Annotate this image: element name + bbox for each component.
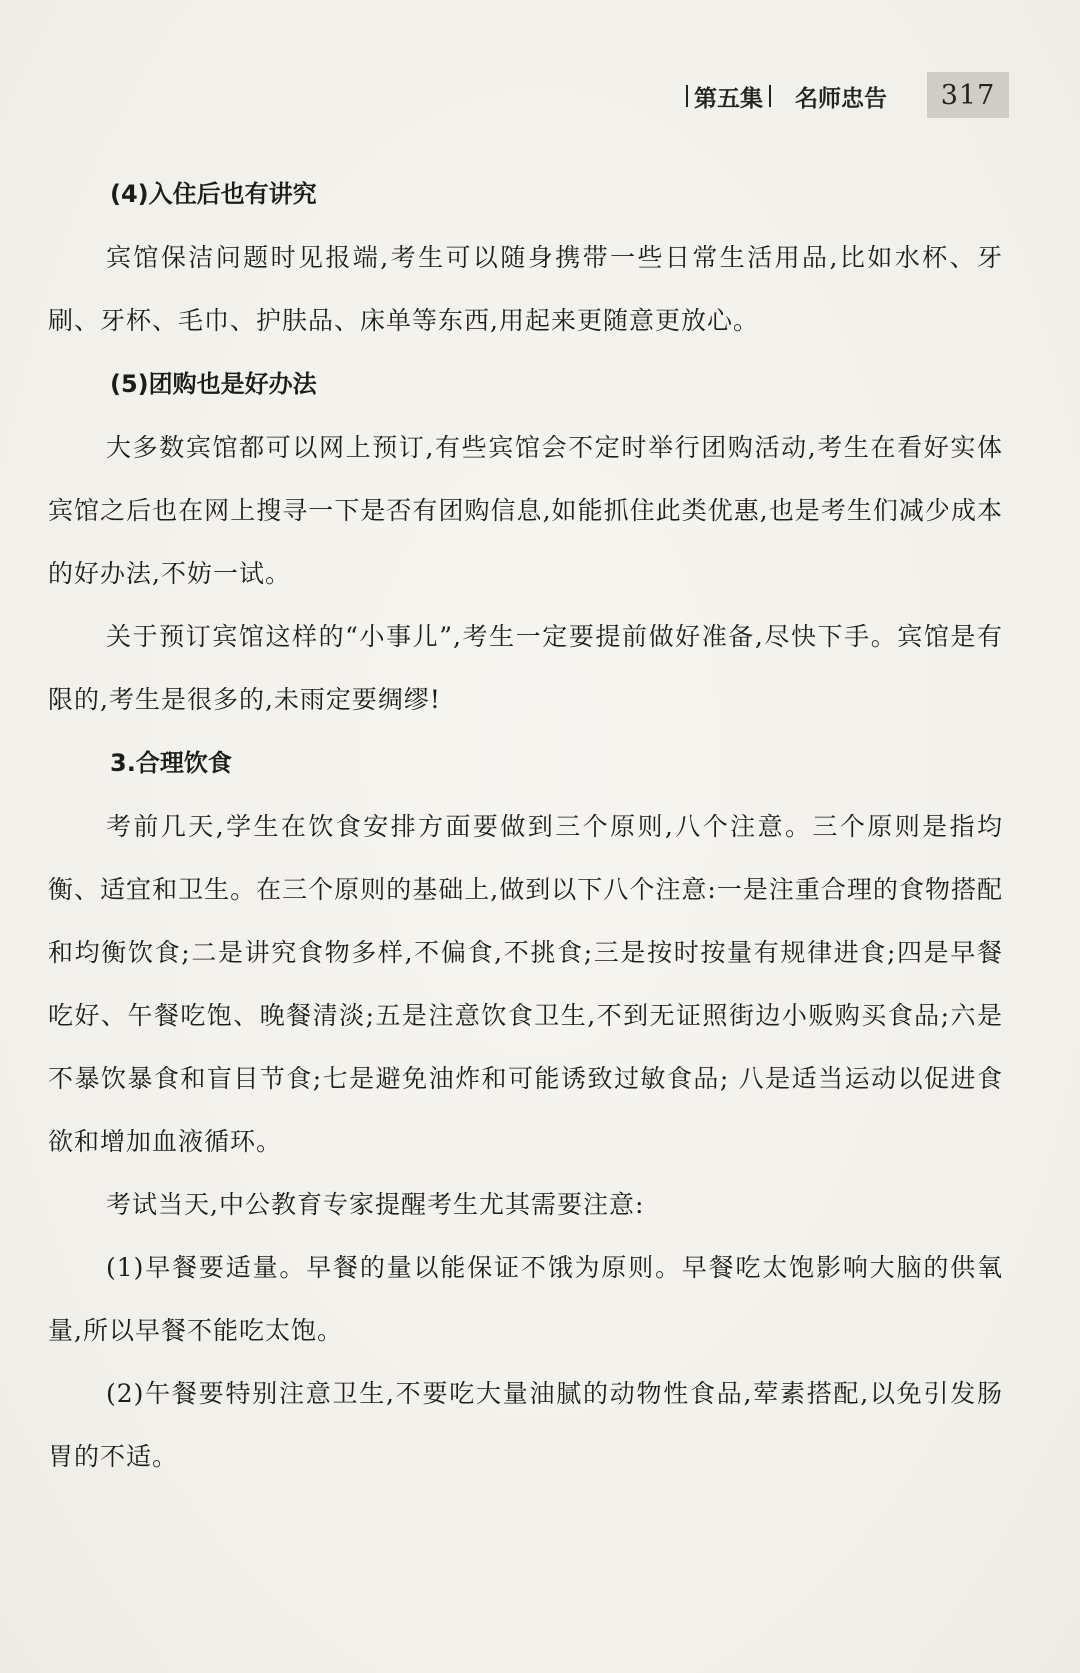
subheading-check-in: (4)入住后也有讲究 xyxy=(110,180,317,208)
page-number: 317 xyxy=(927,72,1009,118)
section-label: 第五集 xyxy=(694,85,763,112)
paragraph-lunch: (2)午餐要特别注意卫生,不要吃大量油腻的动物性食品,荤素搭配,以免引发肠胃的不适。 xyxy=(48,1379,1003,1471)
paragraph-diet-principles: 考前几天,学生在饮食安排方面要做到三个原则,八个注意。三个原则是指均衡、适宜和卫生。在三个原则的基础上,做到以下八个注意:一是注重合理的食物搭配和均衡饮食;二是讲究食物多样,不偏食,不挑食;三是按时按量有规律进食;四是早餐吃好、午餐吃饱、晚餐清淡;五是注意饮食卫生,不到无证照街边小贩购买食品;六是不暴饮暴食和盲目节食;七是避免油炸和可能诱致过敏食品; 八是适当运动以促进食欲和增加血液循环。 xyxy=(48,812,1003,1156)
running-head xyxy=(680,74,887,118)
chapter-title: 名师忠告 xyxy=(795,85,887,112)
paragraph-breakfast: (1)早餐要适量。早餐的量以能保证不饿为原则。早餐吃太饱影响大脑的供氧量,所以早餐不能吃太饱。 xyxy=(48,1253,1003,1345)
subheading-group-buy: (5)团购也是好办法 xyxy=(110,370,317,398)
paragraph-online-booking: 大多数宾馆都可以网上预订,有些宾馆会不定时举行团购活动,考生在看好实体宾馆之后也在网上搜寻一下是否有团购信息,如能抓住此类优惠,也是考生们减少成本的好办法,不妨一试。 xyxy=(48,433,1003,588)
subheading-diet: 3.合理饮食 xyxy=(110,749,232,777)
paragraph-hotel-cleaning: 宾馆保洁问题时见报端,考生可以随身携带一些日常生活用品,比如水杯、牙刷、牙杯、毛巾、护肤品、床单等东西,用起来更随意更放心。 xyxy=(48,243,1003,335)
paragraph-exam-day: 考试当天,中公教育专家提醒考生尤其需要注意: xyxy=(106,1190,645,1219)
paragraph-book-early: 关于预订宾馆这样的“小事儿”,考生一定要提前做好准备,尽快下手。宾馆是有限的,考生是很多的,未雨定要绸缪! xyxy=(48,622,1003,714)
divider-bar xyxy=(769,85,771,107)
divider-bar xyxy=(686,85,688,107)
page-body xyxy=(48,162,1003,1488)
